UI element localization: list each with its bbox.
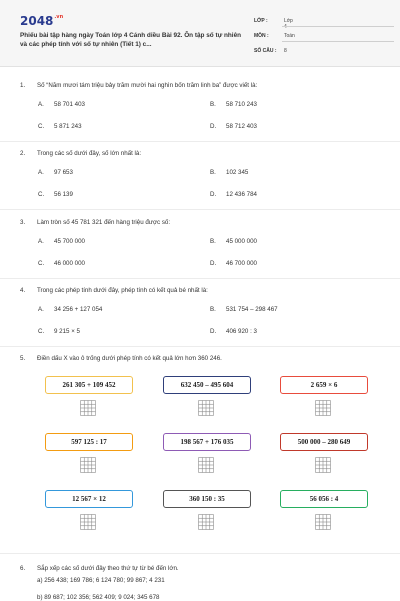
subject-value: Toán bbox=[284, 33, 295, 39]
question-divider bbox=[0, 346, 400, 347]
option-label: B. bbox=[210, 238, 216, 245]
answer-grid[interactable] bbox=[198, 400, 214, 416]
option-value: 5 871 243 bbox=[54, 123, 82, 130]
option-label: D. bbox=[210, 260, 217, 267]
question-number: 2. bbox=[20, 150, 26, 157]
question-divider bbox=[0, 278, 400, 279]
option-value: 531 754 – 298 467 bbox=[226, 306, 278, 313]
expression-box: 261 305 + 109 452 bbox=[45, 376, 133, 394]
option-value: 56 139 bbox=[54, 191, 73, 198]
sequence-b: b) 89 687; 102 356; 562 409; 9 024; 345 678 bbox=[37, 594, 160, 601]
question-text: Sắp xếp các số dưới đây theo thứ tự từ bé đến lớn. bbox=[37, 565, 179, 572]
question-text: Điền dấu X vào ô trống dưới phép tính có kết quả lớn hơn 360 246. bbox=[37, 355, 222, 362]
option-value: 406 920 : 3 bbox=[226, 328, 257, 335]
logo-text: 2048 bbox=[20, 14, 54, 28]
expression-box: 632 450 – 495 604 bbox=[163, 376, 251, 394]
option-label: A. bbox=[38, 238, 44, 245]
question-text: Làm tròn số 45 781 321 đến hàng triệu được số: bbox=[37, 219, 171, 226]
option-label: A. bbox=[38, 101, 44, 108]
question-divider bbox=[0, 141, 400, 142]
count-value: 8 bbox=[284, 48, 287, 54]
question-number: 1. bbox=[20, 82, 26, 89]
count-label: SỐ CÂU : bbox=[254, 48, 277, 54]
option-label: D. bbox=[210, 191, 217, 198]
expression-box: 500 000 – 280 649 bbox=[280, 433, 368, 451]
option-value: 58 710 243 bbox=[226, 101, 257, 108]
answer-grid[interactable] bbox=[315, 400, 331, 416]
question-text: Trong các phép tính dưới đây, phép tính có kết quả bé nhất là: bbox=[37, 287, 208, 294]
option-label: D. bbox=[210, 328, 217, 335]
option-value: 58 701 403 bbox=[54, 101, 85, 108]
answer-grid[interactable] bbox=[80, 457, 96, 473]
question-number: 6. bbox=[20, 565, 26, 572]
answer-grid[interactable] bbox=[198, 457, 214, 473]
option-label: C. bbox=[38, 191, 45, 198]
option-value: 9 215 × 5 bbox=[54, 328, 80, 335]
meta-divider bbox=[282, 41, 394, 42]
option-value: 102 345 bbox=[226, 169, 249, 176]
option-value: 46 700 000 bbox=[226, 260, 257, 267]
expression-box: 597 125 : 17 bbox=[45, 433, 133, 451]
worksheet-header bbox=[0, 0, 400, 67]
question-text: Trong các số dưới đây, số lớn nhất là: bbox=[37, 150, 142, 157]
question-number: 3. bbox=[20, 219, 26, 226]
answer-grid[interactable] bbox=[80, 514, 96, 530]
option-label: D. bbox=[210, 123, 217, 130]
question-divider bbox=[0, 553, 400, 554]
option-value: 46 000 000 bbox=[54, 260, 85, 267]
class-label: LỚP : bbox=[254, 18, 268, 24]
site-logo[interactable] bbox=[20, 14, 63, 28]
option-label: C. bbox=[38, 260, 45, 267]
option-label: B. bbox=[210, 306, 216, 313]
option-value: 45 700 000 bbox=[54, 238, 85, 245]
expression-box: 198 567 + 176 035 bbox=[163, 433, 251, 451]
answer-grid[interactable] bbox=[315, 457, 331, 473]
question-6-line-a bbox=[37, 577, 397, 584]
option-label: A. bbox=[38, 306, 44, 313]
question-number: 5. bbox=[20, 355, 26, 362]
option-value: 97 653 bbox=[54, 169, 73, 176]
expression-box: 360 150 : 35 bbox=[163, 490, 251, 508]
answer-grid[interactable] bbox=[198, 514, 214, 530]
answer-grid[interactable] bbox=[315, 514, 331, 530]
worksheet-title: Phiếu bài tập hàng ngày Toán lớp 4 Cánh diều Bài 92. Ôn tập số tự nhiên và các phép tính với số tự nhiên (Tiết 1) c... bbox=[20, 32, 242, 48]
expression-box: 56 056 : 4 bbox=[280, 490, 368, 508]
option-label: B. bbox=[210, 169, 216, 176]
option-label: C. bbox=[38, 328, 45, 335]
meta-divider bbox=[282, 26, 394, 27]
question-divider bbox=[0, 209, 400, 210]
option-value: 58 712 403 bbox=[226, 123, 257, 130]
option-label: A. bbox=[38, 169, 44, 176]
sequence-a: a) 256 438; 169 786; 6 124 780; 99 867; 4 231 bbox=[37, 577, 165, 584]
logo-suffix: .vn bbox=[54, 14, 64, 20]
question-text: Số “Năm mươi tám triệu bảy trăm mười hai nghìn bốn trăm linh ba” được viết là: bbox=[37, 82, 258, 89]
option-value: 45 000 000 bbox=[226, 238, 257, 245]
option-label: B. bbox=[210, 101, 216, 108]
question-number: 4. bbox=[20, 287, 26, 294]
expression-box: 12 567 × 12 bbox=[45, 490, 133, 508]
option-label: C. bbox=[38, 123, 45, 130]
option-value: 12 436 784 bbox=[226, 191, 257, 198]
answer-grid[interactable] bbox=[80, 400, 96, 416]
expression-box: 2 659 × 6 bbox=[280, 376, 368, 394]
class-value: Lớp 4 bbox=[284, 18, 293, 30]
option-value: 34 256 + 127 054 bbox=[54, 306, 103, 313]
subject-label: MÔN : bbox=[254, 33, 269, 39]
